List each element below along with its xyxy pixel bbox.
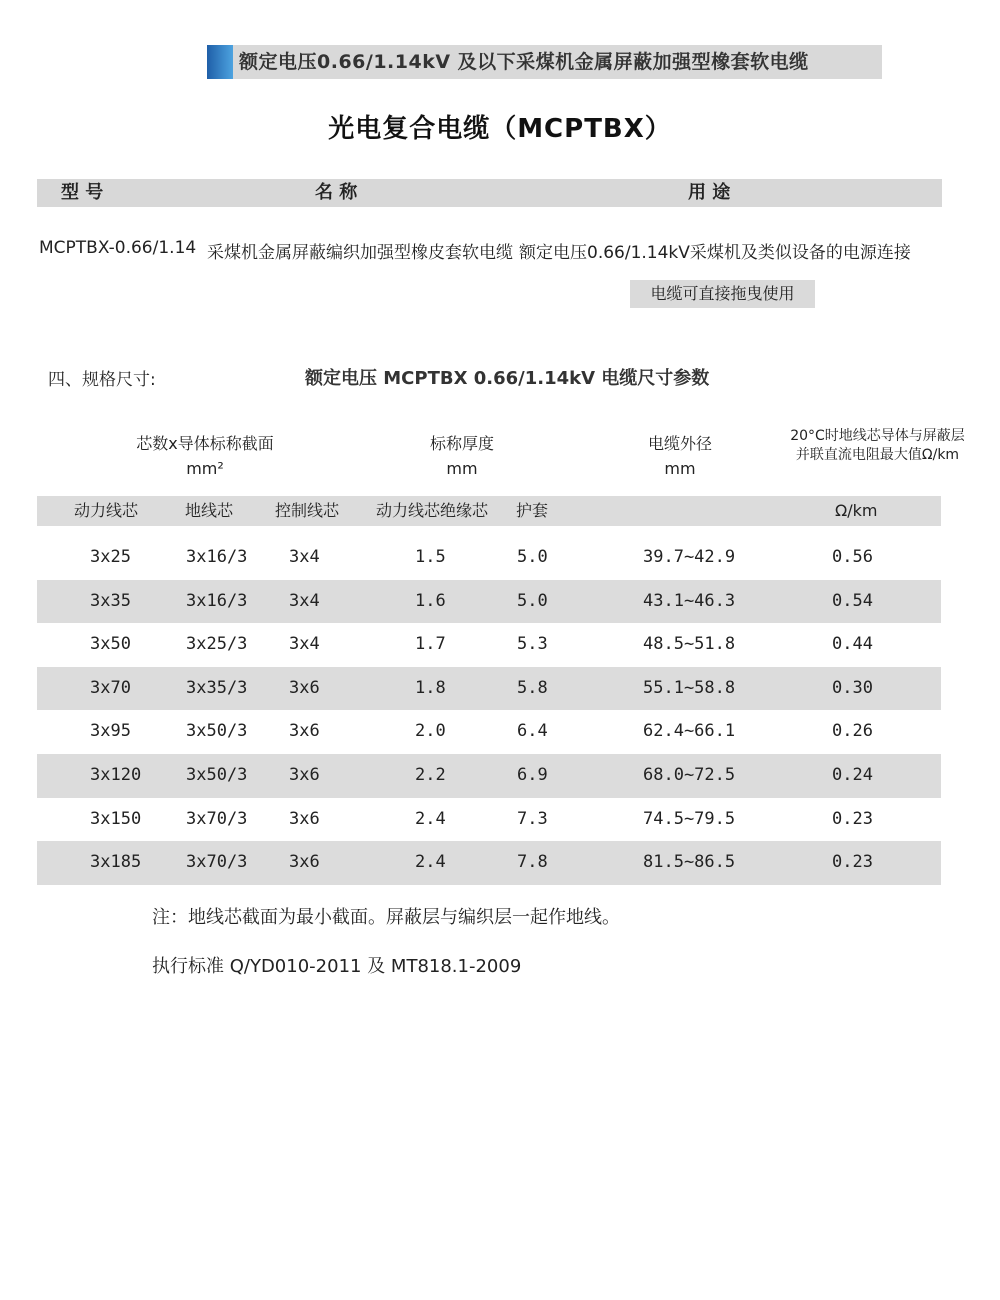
colgroup-thickness-label: 标称厚度 [429, 434, 494, 453]
product-name: 采煤机金属屏蔽编织加强型橡皮套软电缆 [207, 243, 513, 263]
cell-diameter: 39.7~42.9 [643, 547, 736, 567]
colgroup-diameter-label: 电缆外径 [647, 434, 712, 453]
colgroup-thickness-unit: mm [446, 458, 478, 478]
subheader-control-core: 控制线芯 [275, 501, 340, 520]
cell-diameter: 68.0~72.5 [643, 764, 736, 785]
cell-resistance: 0.44 [832, 634, 873, 655]
table-row [37, 667, 941, 711]
header-name: 名 称 [315, 182, 358, 203]
section-label: 四、规格尺寸: [48, 370, 156, 390]
cell-insulation: 2.4 [415, 808, 446, 829]
usage-note-badge: 电缆可直接拖曳使用 [630, 280, 815, 308]
cell-control: 3x6 [289, 677, 320, 698]
subheader-resistance-unit: Ω/km [835, 501, 878, 520]
cell-power: 3x95 [90, 721, 131, 742]
cell-ground: 3x70/3 [186, 852, 248, 873]
colgroup-resistance-line1: 20°C时地线芯导体与屏蔽层 [790, 428, 965, 444]
cell-diameter: 62.4~66.1 [643, 721, 736, 742]
cell-control: 3x4 [289, 547, 320, 567]
subheader-power-core: 动力线芯 [74, 501, 139, 520]
cell-diameter: 43.1~46.3 [643, 590, 736, 611]
cell-power: 3x35 [90, 590, 131, 611]
product-usage: 额定电压0.66/1.14kV采煤机及类似设备的电源连接 [519, 243, 911, 263]
cell-diameter: 81.5~86.5 [643, 852, 736, 873]
cell-insulation: 2.4 [415, 852, 446, 873]
cell-power: 3x70 [90, 677, 131, 698]
product-model: MCPTBX-0.66/1.14 [39, 238, 197, 258]
cell-ground: 3x35/3 [186, 677, 248, 698]
cell-control: 3x6 [289, 808, 320, 829]
cell-sheath: 6.4 [517, 721, 548, 742]
colgroup-cores [110, 432, 300, 482]
cell-ground: 3x16/3 [186, 590, 248, 611]
section-banner [207, 45, 882, 79]
cell-resistance: 0.56 [832, 547, 873, 567]
cell-sheath: 5.0 [517, 547, 548, 567]
cell-power: 3x120 [90, 764, 142, 785]
cell-resistance: 0.24 [832, 764, 873, 785]
cell-resistance: 0.23 [832, 852, 873, 873]
table-row [37, 710, 941, 754]
header-usage: 用 途 [688, 182, 731, 203]
table-row [37, 580, 941, 624]
cell-insulation: 1.5 [415, 547, 446, 567]
cell-ground: 3x50/3 [186, 721, 248, 742]
table-row [37, 536, 941, 580]
subheader-ground-core: 地线芯 [185, 501, 234, 520]
cell-insulation: 1.8 [415, 677, 446, 698]
product-header-strip [37, 179, 942, 207]
cell-power: 3x25 [90, 547, 131, 567]
colgroup-resistance-line2: 并联直流电阻最大值Ω/km [795, 446, 960, 463]
cell-resistance: 0.30 [832, 677, 873, 698]
cell-control: 3x6 [289, 852, 320, 873]
cell-control: 3x4 [289, 590, 320, 611]
cell-resistance: 0.23 [832, 808, 873, 829]
spec-table [37, 536, 941, 885]
cell-sheath: 7.8 [517, 852, 548, 873]
cell-insulation: 1.6 [415, 590, 446, 611]
cell-insulation: 2.0 [415, 721, 446, 742]
table-row [37, 798, 941, 842]
subheader-sheath: 护套 [516, 501, 549, 520]
banner-title: 额定电压0.66/1.14kV 及以下采煤机金属屏蔽加强型橡套软电缆 [239, 51, 809, 73]
cell-control: 3x6 [289, 721, 320, 742]
cell-ground: 3x16/3 [186, 547, 248, 567]
cell-diameter: 55.1~58.8 [643, 677, 736, 698]
colgroup-cores-unit: mm² [186, 458, 224, 478]
cell-power: 3x150 [90, 808, 142, 829]
cell-sheath: 6.9 [517, 764, 548, 785]
footnote: 注：地线芯截面为最小截面。屏蔽层与编织层一起作地线。 [152, 907, 620, 928]
cell-ground: 3x70/3 [186, 808, 248, 829]
cell-insulation: 1.7 [415, 634, 446, 655]
cell-diameter: 74.5~79.5 [643, 808, 736, 829]
subheader-strip [37, 496, 941, 526]
cell-sheath: 5.3 [517, 634, 548, 655]
colgroup-diameter-unit: mm [664, 458, 696, 478]
cell-sheath: 5.0 [517, 590, 548, 611]
table-row [37, 754, 941, 798]
subheader-insulation: 动力线芯绝缘芯 [376, 501, 489, 520]
cell-power: 3x50 [90, 634, 131, 655]
header-model: 型 号 [61, 182, 104, 203]
table-row [37, 623, 941, 667]
colgroup-cores-label: 芯数x导体标称截面 [136, 434, 274, 453]
cell-control: 3x6 [289, 764, 320, 785]
cell-control: 3x4 [289, 634, 320, 655]
banner-accent-block [207, 45, 233, 79]
section-title: 额定电压 MCPTBX 0.66/1.14kV 电缆尺寸参数 [305, 368, 710, 389]
table-row [37, 841, 941, 885]
page-title: 光电复合电缆（MCPTBX） [328, 114, 672, 144]
cell-sheath: 5.8 [517, 677, 548, 698]
cell-sheath: 7.3 [517, 808, 548, 829]
cell-diameter: 48.5~51.8 [643, 634, 736, 655]
cell-power: 3x185 [90, 852, 142, 873]
cell-ground: 3x25/3 [186, 634, 248, 655]
colgroup-diameter [610, 432, 750, 482]
standard-text: 执行标准 Q/YD010-2011 及 MT818.1-2009 [152, 956, 522, 977]
cell-resistance: 0.26 [832, 721, 873, 742]
colgroup-thickness [392, 432, 532, 482]
colgroup-resistance [770, 427, 985, 465]
cell-ground: 3x50/3 [186, 764, 248, 785]
cell-resistance: 0.54 [832, 590, 873, 611]
cell-insulation: 2.2 [415, 764, 446, 785]
